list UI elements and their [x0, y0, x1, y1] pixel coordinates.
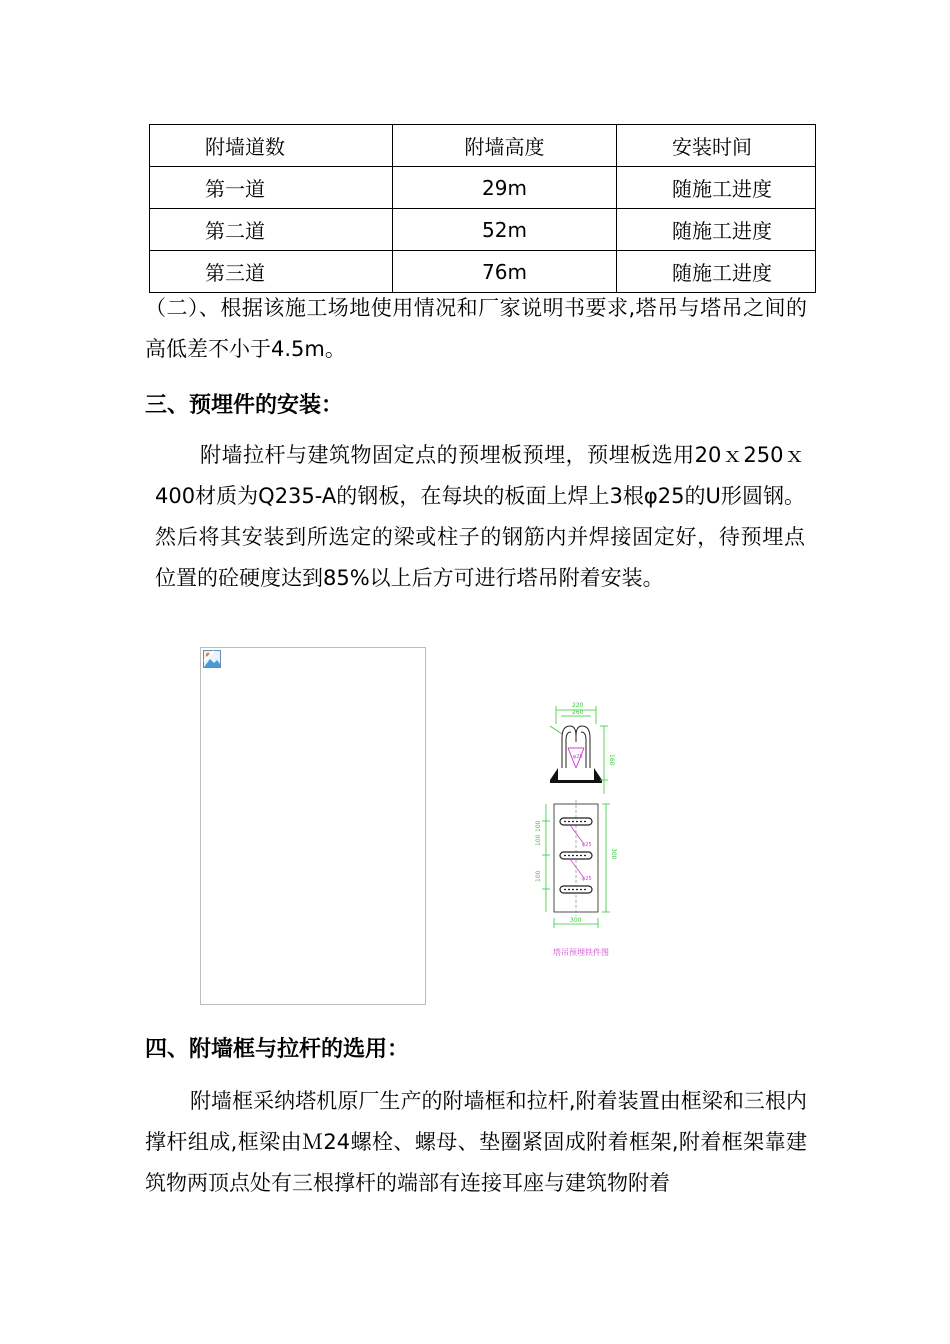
table-cell: 随施工进度 [617, 251, 816, 293]
section-4-heading: 四、附墙框与拉杆的选用： [145, 1037, 410, 1062]
header-cell: 附墙高度 [393, 125, 617, 167]
wall-attachment-table [149, 124, 816, 293]
table-cell: 76m [393, 251, 617, 293]
tower-crane-height-paragraph: （二）、根据该施工场地使用情况和厂家说明书要求,塔吊与塔吊之间的高低差不小于4.5m。 [145, 296, 807, 361]
u-bar-elevation [562, 726, 590, 768]
dim-right-top: 160 [608, 754, 615, 766]
table-header-row [150, 125, 816, 167]
dim-left-label: 100 [535, 834, 542, 846]
drawing-title: 塔吊预埋铁件图 [553, 948, 609, 957]
broken-image-icon [203, 650, 221, 668]
table-cell: 随施工进度 [617, 167, 816, 209]
header-cell: 附墙道数 [150, 125, 393, 167]
embedded-plate-drawing [528, 696, 628, 966]
table-cell: 随施工进度 [617, 209, 816, 251]
dim-left-label: 100 [535, 820, 542, 832]
table-cell: 第一道 [150, 167, 393, 209]
rod-label: φ25 [573, 754, 583, 760]
section-3-heading: 三、预埋件的安装： [145, 393, 344, 418]
header-cell: 安装时间 [617, 125, 816, 167]
rod-label: φ25 [582, 876, 592, 882]
table-row [150, 167, 816, 209]
broken-image-placeholder [200, 647, 426, 1005]
table-row [150, 209, 816, 251]
base-plate-elevation [550, 768, 602, 783]
dim-bottom-label: 300 [570, 917, 582, 924]
dim-right-bottom: 300 [610, 848, 617, 860]
right-dimension-bottom [602, 804, 610, 912]
table-cell: 29m [393, 167, 617, 209]
table-cell: 第三道 [150, 251, 393, 293]
dim-top-label: 260 [572, 709, 584, 716]
dim-left-label: 100 [535, 870, 542, 882]
section-3-body: 附墙拉杆与建筑物固定点的预埋板预埋，预埋板选用20ｘ250ｘ400材质为Q235-A的钢板，在每块的板面上焊上3根φ25的U形圆钢。然后将其安装到所选定的梁或柱子的钢筋内并焊接固定好，待预埋点位置的砼硬度达到85%以上后方可进行塔吊附着安装。 [155, 443, 805, 590]
right-dimension-top [600, 726, 608, 794]
table-row [150, 251, 816, 293]
dim-top-label: 220 [572, 702, 584, 709]
rod-label: φ25 [582, 842, 592, 848]
table-cell: 第二道 [150, 209, 393, 251]
left-dimensions [542, 804, 550, 912]
section-4-body: 附墙框采纳塔机原厂生产的附墙框和拉杆,附着装置由框梁和三根内撑杆组成,框梁由Ｍ24螺栓、螺母、垫圈紧固成附着框架,附着框架靠建筑物两顶点处有三根撑杆的端部有连接耳座与建筑物附着 [145, 1089, 807, 1195]
table-cell: 52m [393, 209, 617, 251]
